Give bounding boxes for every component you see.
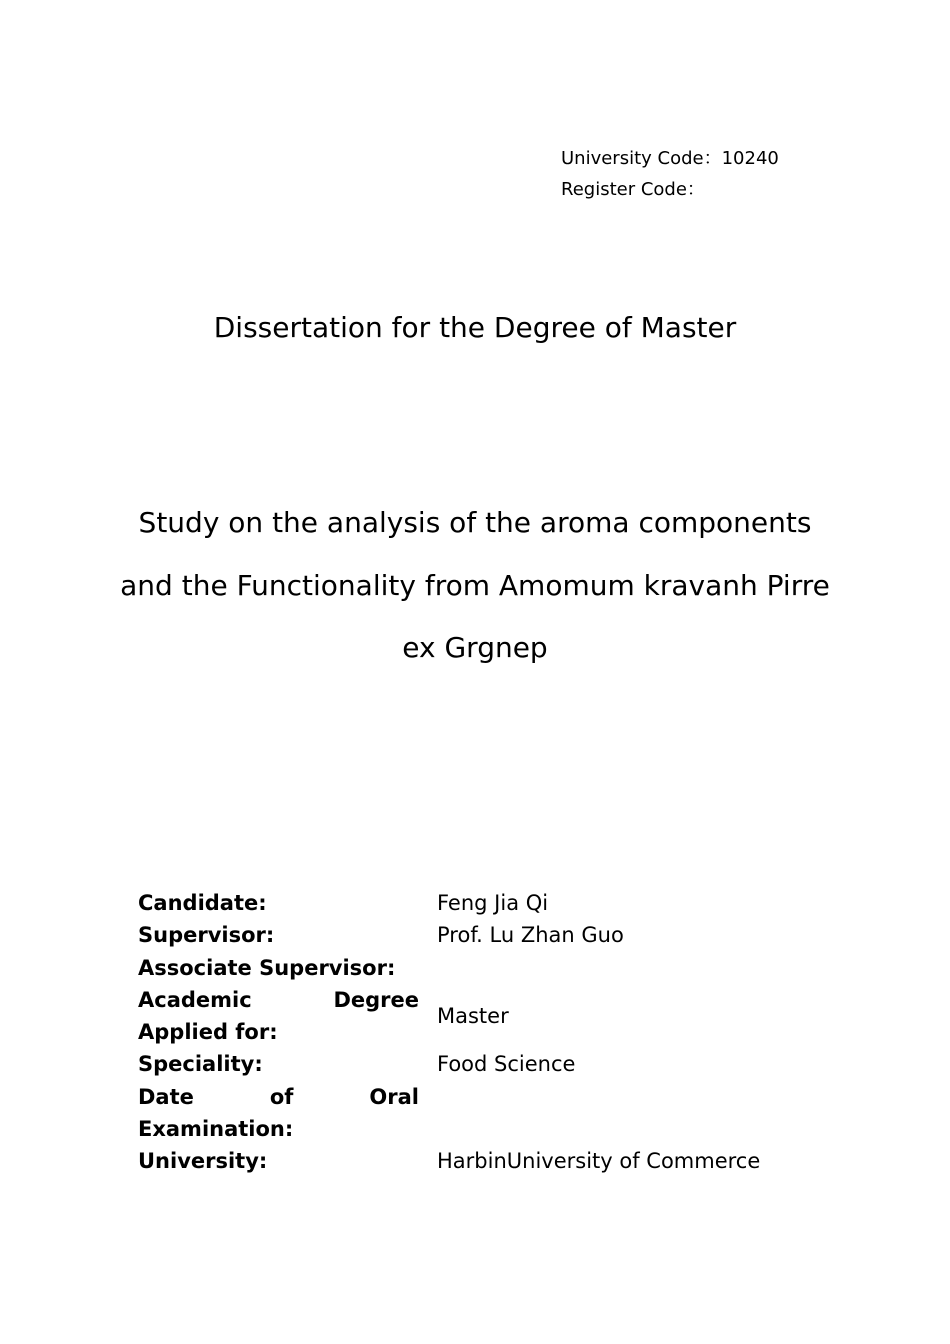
supervisor-value: Prof. Lu Zhan Guo <box>437 923 624 948</box>
university-value: HarbinUniversity of Commerce <box>437 1149 761 1174</box>
thesis-title <box>90 492 860 680</box>
associate-supervisor-label: Associate Supervisor: <box>138 955 396 980</box>
thesis-title-line-2: and the Functionality from Amomum kravanh Pirre <box>120 568 830 602</box>
university-code: University Code：10240 <box>561 148 779 169</box>
register-code: Register Code： <box>561 179 705 200</box>
info-row-candidate <box>138 887 818 919</box>
degree-title: Dissertation for the Degree of Master <box>213 311 737 344</box>
university-codes <box>561 143 779 205</box>
candidate-label: Candidate: <box>138 891 267 915</box>
academic-degree-label: Academic Degree Applied for: <box>138 987 419 1045</box>
info-row-oral-exam-date <box>138 1081 818 1146</box>
oral-exam-date-label: Date of Oral Examination: <box>138 1084 419 1142</box>
thesis-title-line-1: Study on the analysis of the aroma components <box>138 506 812 539</box>
speciality-label: Speciality: <box>138 1052 263 1077</box>
university-label: University: <box>138 1149 268 1174</box>
thesis-title-line-3: ex Grgnep <box>402 631 548 664</box>
info-row-university <box>138 1145 818 1177</box>
speciality-value: Food Science <box>437 1052 576 1077</box>
candidate-value: Feng Jia Qi <box>437 891 549 915</box>
info-row-supervisor <box>138 919 818 951</box>
info-row-academic-degree <box>138 984 818 1049</box>
info-row-speciality <box>138 1048 818 1080</box>
info-row-associate-supervisor <box>138 952 818 984</box>
supervisor-label: Supervisor: <box>138 923 275 948</box>
candidate-info-table <box>138 887 818 1178</box>
academic-degree-value: Master <box>437 1004 509 1029</box>
